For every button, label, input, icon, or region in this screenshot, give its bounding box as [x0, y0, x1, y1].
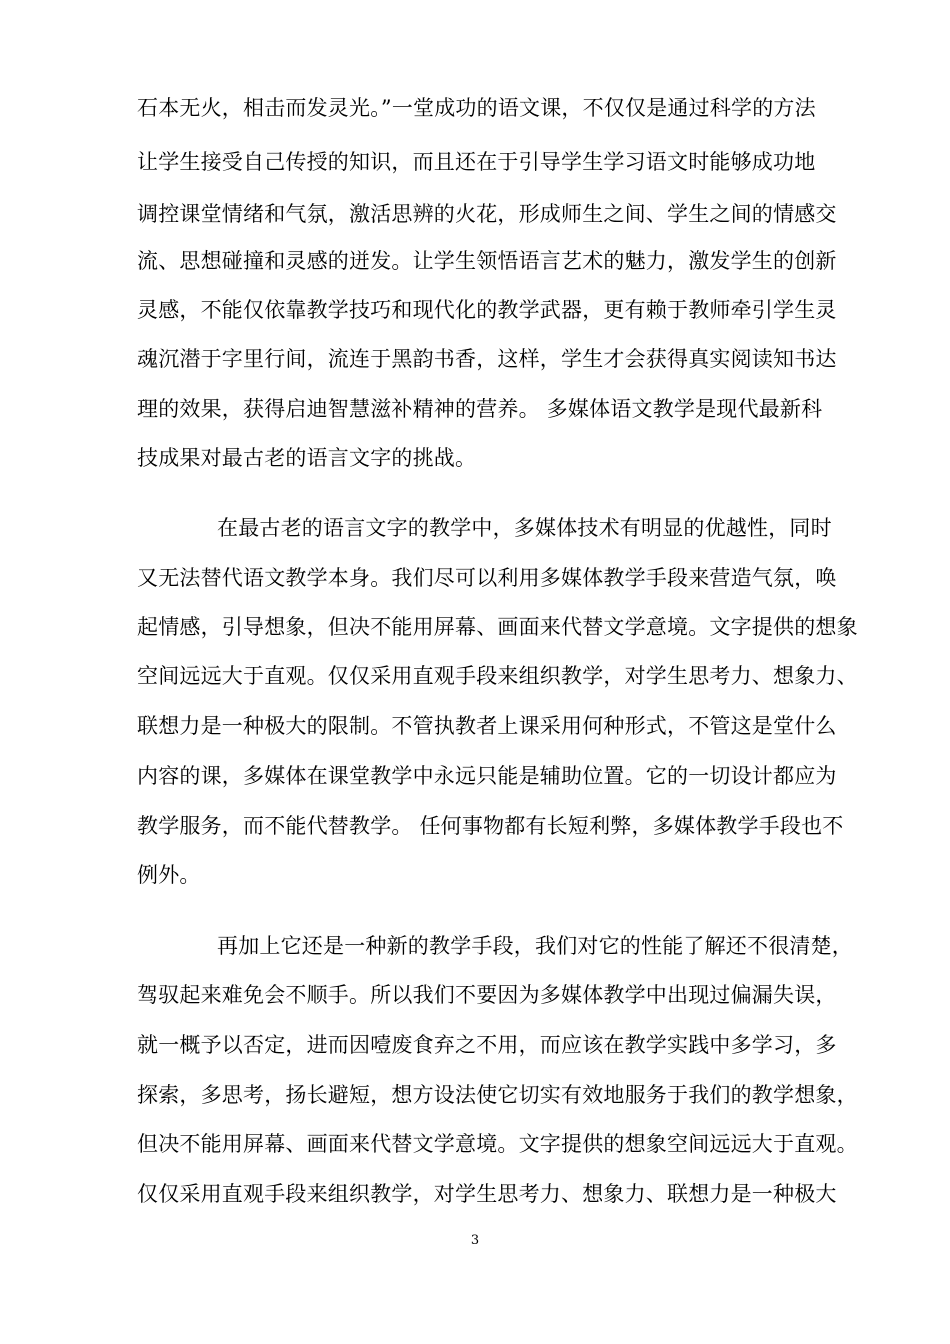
paragraph-2-line-5: 联想力是一种极大的限制。不管执教者上课采用何种形式，不管这是堂什么 [137, 714, 837, 738]
paragraph-3-line-4: 探索，多思考，扬长避短，想方设法使它切实有效地服务于我们的教学想象， [137, 1083, 858, 1107]
paragraph-1-line-5: 灵感，不能仅依靠教学技巧和现代化的教学武器，更有赖于教师牵引学生灵 [137, 298, 837, 322]
paragraph-1-line-2: 让学生接受自己传授的知识，而且还在于引导学生学习语文时能够成功地 [137, 150, 816, 174]
page-number: 3 [470, 1233, 480, 1248]
paragraph-3-line-2: 驾驭起来难免会不顺手。所以我们不要因为多媒体教学中出现过偏漏失误， [137, 983, 837, 1007]
paragraph-1-line-4: 流、思想碰撞和灵感的迸发。让学生领悟语言艺术的魅力，激发学生的创新 [137, 249, 837, 273]
paragraph-3-line-5: 但决不能用屏幕、画面来代替文学意境。文字提供的想象空间远远大于直观。 [137, 1132, 858, 1156]
paragraph-2-line-1: 在最古老的语言文字的教学中，多媒体技术有明显的优越性，同时 [217, 516, 832, 540]
paragraph-3-line-1: 再加上它还是一种新的教学手段，我们对它的性能了解还不很清楚， [217, 934, 853, 958]
paragraph-2-line-3: 起情感，引导想象，但决不能用屏幕、画面来代替文学意境。文字提供的想象 [137, 615, 858, 639]
paragraph-2-line-8: 例外。 [137, 863, 201, 887]
paragraph-3-line-6: 仅仅采用直观手段来组织教学，对学生思考力、想象力、联想力是一种极大 [137, 1182, 837, 1206]
paragraph-2-line-2: 又无法替代语文教学本身。我们尽可以利用多媒体教学手段来营造气氛，唤 [137, 566, 837, 590]
paragraph-1-line-6: 魂沉潜于字里行间，流连于黑韵书香，这样，学生才会获得真实阅读知书达 [137, 347, 837, 371]
body-text [137, 0, 877, 1344]
paragraph-3-line-3: 就一概予以否定，进而因噎废食弃之不用，而应该在教学实践中多学习，多 [137, 1033, 837, 1057]
paragraph-1-line-3: 调控课堂情绪和气氛，激活思辨的火花，形成师生之间、学生之间的情感交 [137, 202, 837, 226]
paragraph-1-line-1: 石本无火，相击而发灵光。”一堂成功的语文课，不仅仅是通过科学的方法 [137, 96, 816, 120]
paragraph-1-line-7: 理的效果，获得启迪智慧滋补精神的营养。 多媒体语文教学是现代最新科 [137, 397, 823, 421]
paragraph-2-line-6: 内容的课，多媒体在课堂教学中永远只能是辅助位置。它的一切设计都应为 [137, 764, 837, 788]
paragraph-2-line-4: 空间远远大于直观。仅仅采用直观手段来组织教学，对学生思考力、想象力、 [137, 664, 858, 688]
paragraph-1-line-8: 技成果对最古老的语言文字的挑战。 [137, 446, 477, 470]
paragraph-2-line-7: 教学服务，而不能代替教学。 任何事物都有长短利弊，多媒体教学手段也不 [137, 814, 844, 838]
